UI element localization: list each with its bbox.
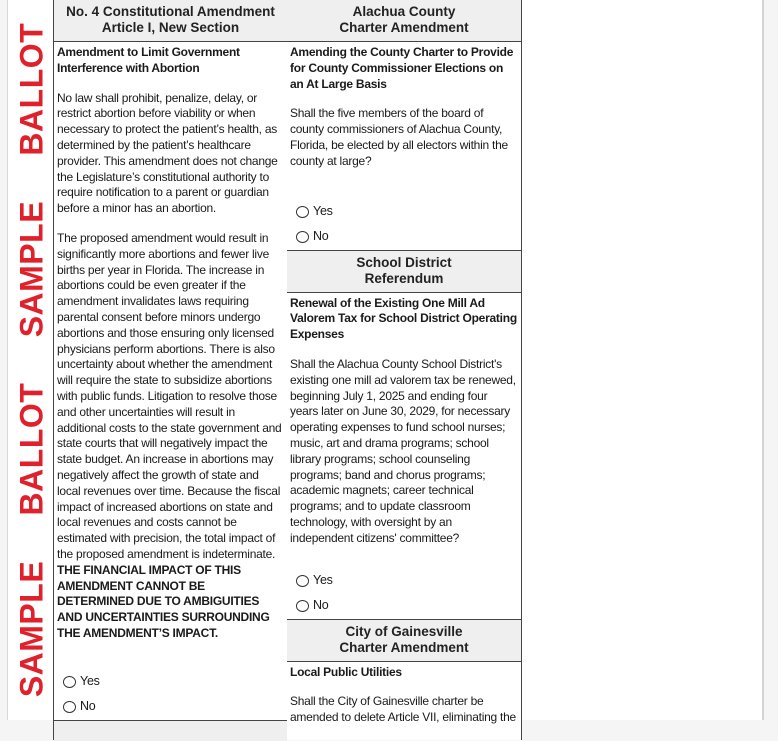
choice-label: Yes [313,573,333,588]
watermark-text: SAMPLE BALLOT SAMPLE BALLOT [13,22,50,698]
contest-question: Shall the City of Gainesville charter be amended to delete Article VII, eliminating the [290,694,516,725]
contest-header-line2: Referendum [364,270,444,286]
choice-label: Yes [80,674,100,689]
contest-question: Shall the Alachua County School District's existing one mill ad valorem tax be renewed, beginning July 1, 2025 and ending four years later on June 30, 2029, for necessary operating expenses to fund school nurses; music, art and drama programs; school library programs; school counseling programs; band and chorus programs; academic magnets; career technical programs; and to update classroom technology, with oversight by an independent citizens' committee? [290,356,516,545]
contest-header-city-of-gainesville [287,619,521,662]
contest-body-alachua-county [287,42,521,250]
choice-yes[interactable] [290,569,518,594]
contest-header-line2: Article I, New Section [101,20,240,35]
radio-circle-icon[interactable] [296,600,309,612]
choice-yes[interactable] [57,670,284,695]
contest-body-school-district [287,293,521,619]
ballot-column-right [287,0,522,740]
contest-header-amendment-4 [54,0,287,42]
choice-label: No [313,229,329,244]
sample-ballot-watermark [12,0,52,720]
radio-circle-icon[interactable] [296,575,309,587]
contest-header-line1: City of Gainesville [345,623,463,639]
contest-title: Renewal of the Existing One Mill Ad Valorem Tax for School District Operating Expenses [290,295,517,342]
choice-no[interactable] [290,225,518,250]
ballot-column-left [53,0,288,740]
radio-circle-icon[interactable] [63,676,76,688]
contest-header-line2: Charter Amendment [339,639,469,655]
contest-text: No law shall prohibit, penalize, delay, or restrict abortion before viability or when necessary to protect the patient’s health, as determined by the patient’s healthcare provider. This amendment does not change the Legislature’s constitutional authority to require notification to a parent or guardian before a minor has an abortion. [57,90,278,216]
choice-label: No [80,699,96,714]
financial-impact-statement: THE FINANCIAL IMPACT OF THIS AMENDMENT CANNOT BE DETERMINED DUE TO AMBIGUITIES AND UNCERTAINTIES SURROUNDING THE AMENDMENT’S IMPACT. [57,562,270,640]
contest-header-line1: School District [356,254,452,270]
radio-circle-icon[interactable] [296,206,309,218]
contest-header-line1: Alachua County [352,4,456,19]
contest-header-line2: Charter Amendment [339,20,469,35]
contest-header-alachua-county [287,0,521,42]
choice-label: No [313,598,329,613]
choice-label: Yes [313,204,333,219]
contest-body-amendment-4 [54,42,287,720]
next-contest-header [54,720,287,741]
contest-body-city-of-gainesville [287,662,521,726]
choice-no[interactable] [290,594,518,619]
choice-no[interactable] [57,695,284,720]
contest-fiscal-text: The proposed amendment would result in significantly more abortions and fewer live births per year in Florida. The increase in abortions could be even greater if the amendment invalidates laws requiring parental consent before minors undergo abortions and those ensuring only licensed physicians perform abortions. There is also uncertainty about whether the amendment will require the state to subsidize abortions with public funds. Litigation to resolve those and other uncertainties will result in additional costs to the state government and state courts that will negatively impact the state budget. An increase in abortions may negatively affect the growth of state and local revenues over time. Because the fiscal impact of increased abortions on state and local revenues and costs cannot be estimated with precision, the total impact of the proposed amendment is indeterminate. [57,230,282,561]
contest-question: Shall the five members of the board of county commissioners of Alachua County, Florida, be elected by all electors within the county at large? [290,106,508,168]
contest-header-school-district [287,250,521,293]
contest-title: Amendment to Limit Government Interference with Abortion [57,45,240,75]
choice-yes[interactable] [290,200,518,225]
contest-title: Local Public Utilities [290,664,402,679]
contest-header-line1: No. 4 Constitutional Amendment [66,4,275,19]
radio-circle-icon[interactable] [63,701,76,713]
contest-title: Amending the County Charter to Provide for County Commissioner Elections on an At Large Basis [290,45,514,91]
ballot-page [7,0,764,725]
radio-circle-icon[interactable] [296,231,309,243]
